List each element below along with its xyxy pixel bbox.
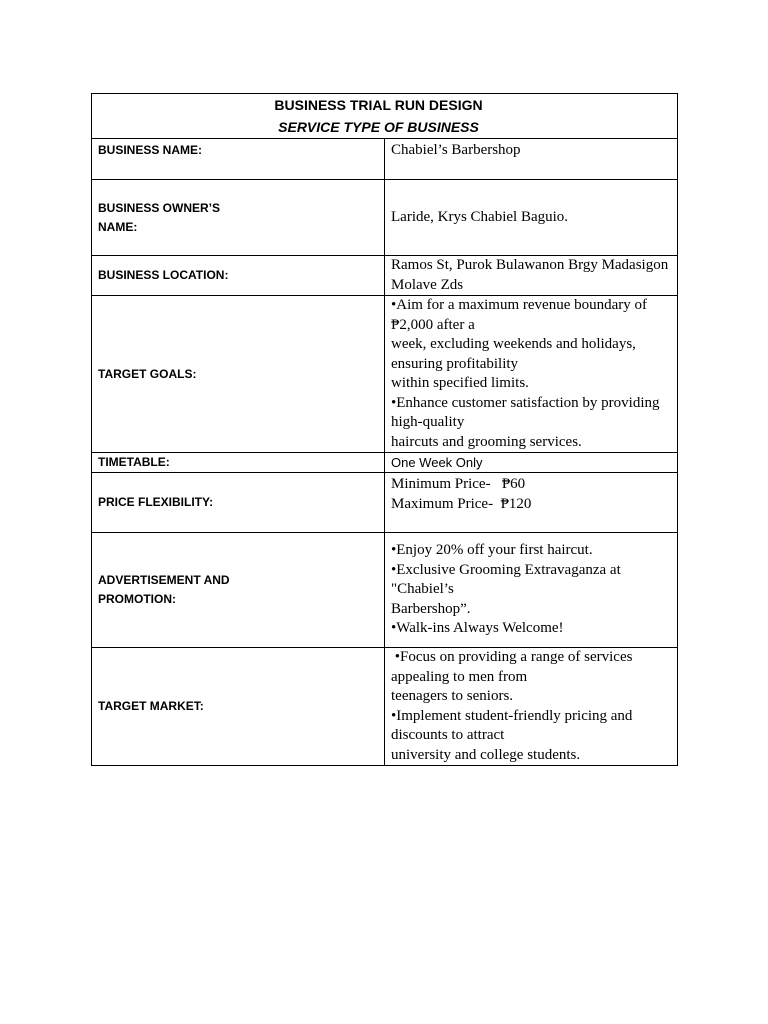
business-name-value: Chabiel’s Barbershop — [385, 139, 678, 180]
business-name-label: BUSINESS NAME: — [92, 139, 385, 180]
business-owner-label-line2: NAME: — [98, 219, 138, 234]
business-location-label: BUSINESS LOCATION: — [92, 256, 385, 296]
price-flexibility-value — [385, 473, 678, 533]
business-owner-value: Laride, Krys Chabiel Baguio. — [385, 180, 678, 256]
target-goals-line: week, excluding weekends and holidays, ensuring profitability — [391, 336, 636, 372]
row-business-owner — [92, 180, 678, 256]
target-market-line: •Focus on providing a range of services appealing to men from — [391, 649, 637, 685]
row-price-flexibility — [92, 473, 678, 533]
target-goals-line: •Enhance customer satisfaction by providing high-quality — [391, 394, 660, 430]
row-advertisement-promotion — [92, 533, 678, 648]
row-timetable — [92, 453, 678, 473]
business-owner-label — [92, 180, 385, 256]
price-flexibility-label: PRICE FLEXIBILITY: — [92, 473, 385, 533]
target-market-label: TARGET MARKET: — [92, 648, 385, 766]
target-market-line: •Implement student-friendly pricing and discounts to attract — [391, 707, 633, 743]
business-owner-label-line1: BUSINESS OWNER’S — [98, 200, 221, 215]
header-cell — [92, 94, 678, 139]
promotion-line: •Enjoy 20% off your first haircut. — [391, 542, 593, 559]
minimum-price: Minimum Price- ₱60 — [391, 476, 526, 492]
header-row — [92, 94, 678, 139]
advertisement-label — [92, 533, 385, 648]
advertisement-label-line2: PROMOTION: — [98, 592, 176, 606]
document-title: BUSINESS TRIAL RUN DESIGN — [274, 97, 483, 113]
business-location-value: Ramos St, Purok Bulawanon Brgy Madasigon Molave Zds — [385, 256, 678, 296]
target-market-line: teenagers to seniors. — [391, 688, 514, 704]
row-business-location — [92, 256, 678, 296]
target-market-value — [385, 648, 678, 766]
timetable-label: TIMETABLE: — [92, 453, 385, 473]
promotion-line: Barbershop”. — [391, 600, 471, 617]
advertisement-label-line1: ADVERTISEMENT AND — [98, 573, 230, 587]
maximum-price: Maximum Price- ₱120 — [391, 495, 532, 512]
target-goals-line: haircuts and grooming services. — [391, 433, 582, 450]
target-market-line: university and college students. — [391, 746, 581, 763]
target-goals-label: TARGET GOALS: — [92, 296, 385, 453]
target-goals-line: •Aim for a maximum revenue boundary of ₱2,000 after a — [391, 297, 648, 333]
row-target-market — [92, 648, 678, 766]
target-goals-line: within specified limits. — [391, 375, 529, 391]
row-target-goals — [92, 296, 678, 453]
target-goals-value — [385, 296, 678, 453]
promotion-line: •Walk-ins Always Welcome! — [391, 620, 564, 637]
document-subtitle: SERVICE TYPE OF BUSINESS — [278, 119, 479, 135]
promotion-line: •Exclusive Grooming Extravaganza at "Chabiel’s — [391, 561, 621, 598]
row-business-name — [92, 139, 678, 180]
timetable-value: One Week Only — [385, 453, 678, 473]
business-trial-run-table — [91, 93, 678, 766]
advertisement-value — [385, 533, 678, 648]
